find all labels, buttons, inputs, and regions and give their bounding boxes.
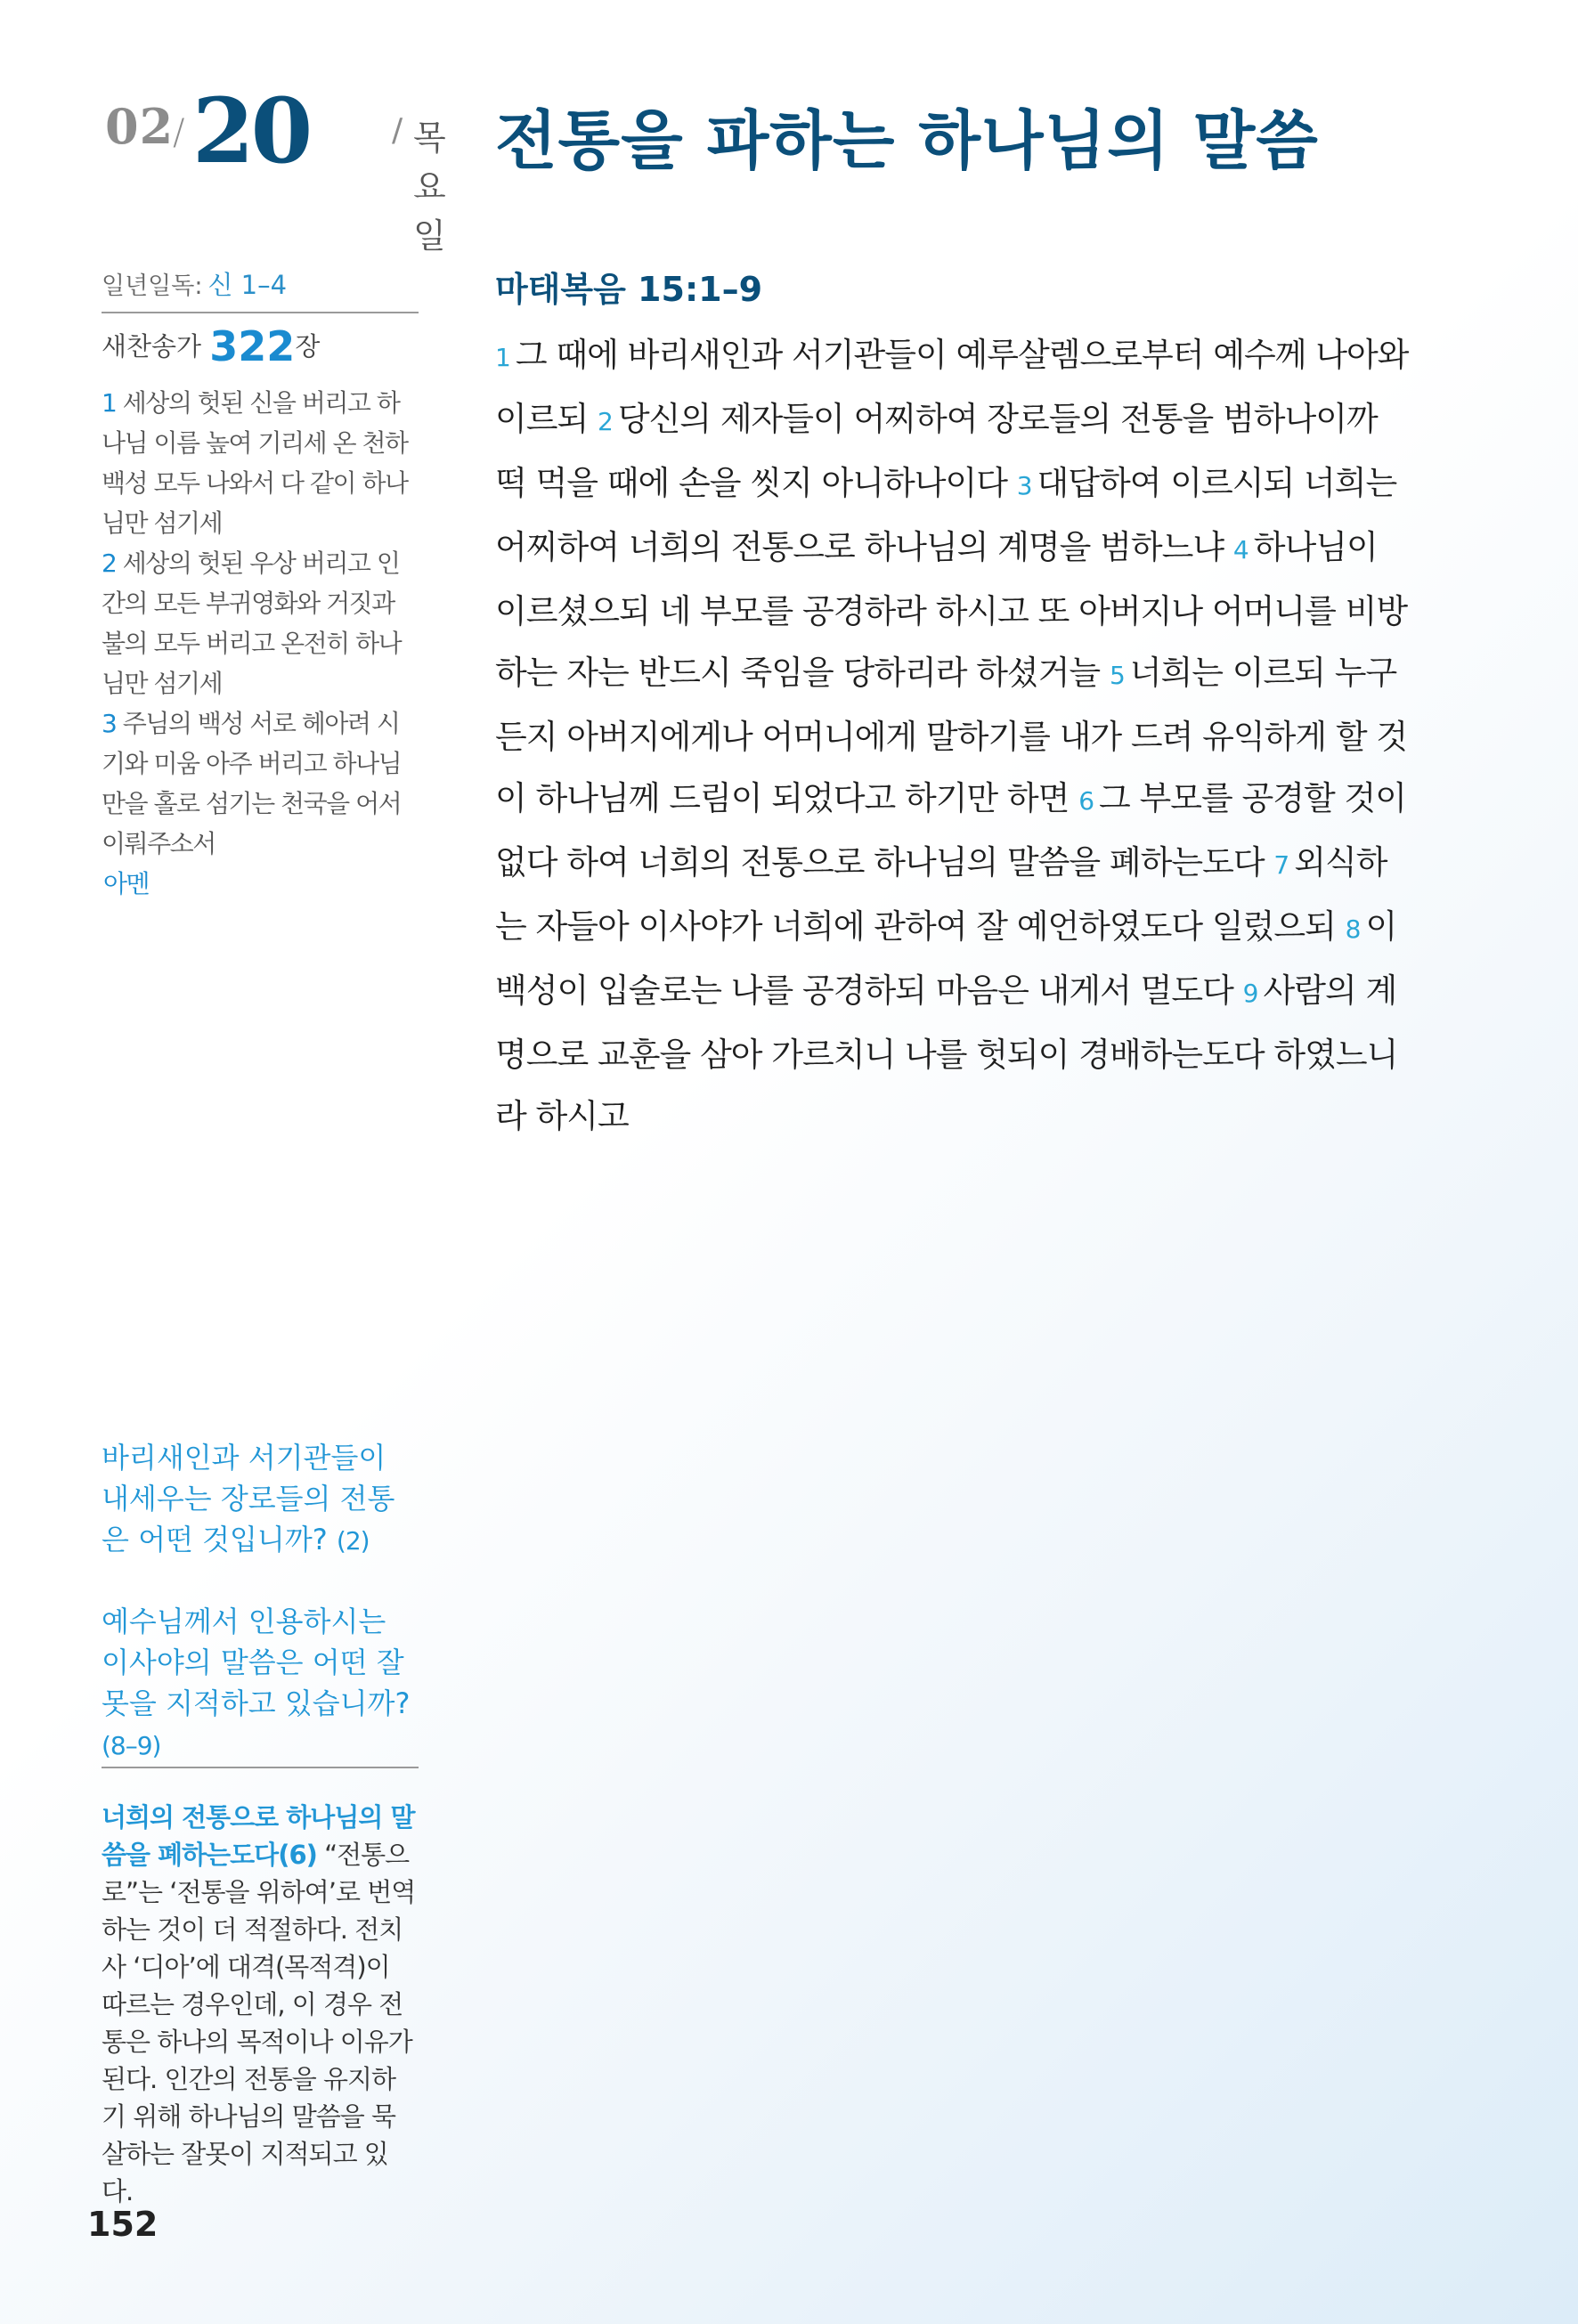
verse-text: 하나님이 이르셨으되 네 부모를 공경하라 하시고 또 아버지나 어머니를 비방하는 자는 반드시 죽임을 당하리라 하셨거늘 xyxy=(495,528,1408,692)
verse-text: 당신의 제자들이 어찌하여 장로들의 전통을 범하나이까 떡 먹을 때에 손을 씻지 아니하나이다 xyxy=(495,400,1378,502)
annual-reading xyxy=(102,265,419,302)
hymn-verse xyxy=(102,543,419,703)
reflection-questions xyxy=(102,1437,419,1806)
verse-number: 5 xyxy=(1109,661,1125,690)
question-text: 바리새인과 서기관들이 내세우는 장로들의 전통은 어떤 것입니까? xyxy=(102,1441,395,1556)
hymn-verse-text: 주님의 백성 서로 헤아려 시기와 미움 아주 버리고 하나님만을 홀로 섬기는 천국을 어서 이뤄주소서 xyxy=(102,709,402,858)
question-ref: (8–9) xyxy=(102,1731,161,1760)
hymn-verse xyxy=(102,383,419,543)
hymn-lyrics xyxy=(102,383,419,904)
reading-ref: 신 1–4 xyxy=(207,270,288,300)
hymn-prefix: 새찬송가 xyxy=(102,331,202,362)
page-title: 전통을 파하는 하나님의 말씀 xyxy=(495,103,1319,178)
divider xyxy=(102,1767,419,1768)
question-text: 예수님께서 인용하시는 이사야의 말씀은 어떤 잘못을 지적하고 있습니까? xyxy=(102,1605,411,1720)
hymn-suffix: 장 xyxy=(295,331,321,362)
page-number: 152 xyxy=(87,2205,159,2244)
verse-number: 1 xyxy=(495,343,510,372)
verse-text: 그 때에 바리새인과 서기관들이 예루살렘으로부터 예수께 나아와 이르되 xyxy=(495,336,1409,438)
verse-text: 이 백성이 입술로는 나를 공경하되 마음은 내게서 멀도다 xyxy=(495,907,1397,1010)
question-ref: (2) xyxy=(336,1526,370,1556)
hymn-amen: 아멘 xyxy=(103,869,150,898)
hymn-verse-text: 세상의 헛된 우상 버리고 인간의 모든 부귀영화와 거짓과 불의 모두 버리고 온전히 하나님만 섬기세 xyxy=(102,548,402,698)
date-month: 02 xyxy=(105,98,175,155)
note-highlight: 너희의 전통으로 하나님의 말씀을 폐하는도다(6) xyxy=(102,1802,415,1870)
hymn-verse-number: 2 xyxy=(102,548,117,578)
verse-text: 너희는 이르되 누구든지 아버지에게나 어머니에게 말하기를 내가 드려 유익하게 할 것이 하나님께 드림이 되었다고 하기만 하면 xyxy=(495,654,1408,817)
reading-label: 일년일독: xyxy=(102,272,203,300)
verse-number: 7 xyxy=(1273,850,1289,880)
hymn-verse-text: 세상의 헛된 신을 버리고 하나님 이름 높여 기리세 온 천하 백성 모두 나와서 다 같이 하나님만 섬기세 xyxy=(102,388,408,538)
scripture-text xyxy=(495,324,1412,1147)
verse-number: 8 xyxy=(1345,914,1361,944)
hymn-verse-number: 3 xyxy=(102,709,117,738)
verse-text: 사람의 계명으로 교훈을 삼아 가르치니 나를 헛되이 경배하는도다 하였느니라 하시고 xyxy=(495,971,1398,1135)
hymn-number: 322 xyxy=(209,322,296,370)
passage-reference: 마태복음 15:1–9 xyxy=(495,270,763,309)
verse-number: 9 xyxy=(1242,979,1258,1008)
hymn-heading xyxy=(102,322,419,370)
verse-number: 3 xyxy=(1016,471,1032,500)
hymn-verse-number: 1 xyxy=(102,388,117,418)
hymn-verse xyxy=(102,703,419,864)
divider xyxy=(102,312,419,313)
commentary-note xyxy=(102,1799,419,2210)
verse-number: 2 xyxy=(598,407,613,436)
date-separator: / xyxy=(392,112,403,149)
verse-number: 6 xyxy=(1078,786,1094,816)
date-weekday: 목요일 xyxy=(413,118,446,256)
verse-text: 외식하는 자들아 이사야가 너희에 관하여 잘 예언하였도다 일렀으되 xyxy=(495,843,1387,946)
date-separator: / xyxy=(173,112,185,153)
verse-number: 4 xyxy=(1232,535,1249,565)
date-day: 20 xyxy=(192,78,310,183)
question-item xyxy=(102,1437,419,1562)
question-item xyxy=(102,1601,419,1767)
verse-text: 그 부모를 공경할 것이 없다 하여 너희의 전통으로 하나님의 말씀을 폐하는도다 xyxy=(495,779,1406,882)
note-body: “전통으로”는 ‘전통을 위하여’로 번역하는 것이 더 적절하다. 전치사 ‘디아’에 대격(목적격)이 따르는 경우인데, 이 경우 전통은 하나의 목적이나 이유가 된다. 인간의 전통을 유지하기 위해 하나님의 말씀을 묵살하는 잘못이 지적되고 있다. xyxy=(102,1840,416,2206)
verse-text: 대답하여 이르시되 너희는 어찌하여 너희의 전통으로 하나님의 계명을 범하느냐 xyxy=(495,464,1397,566)
